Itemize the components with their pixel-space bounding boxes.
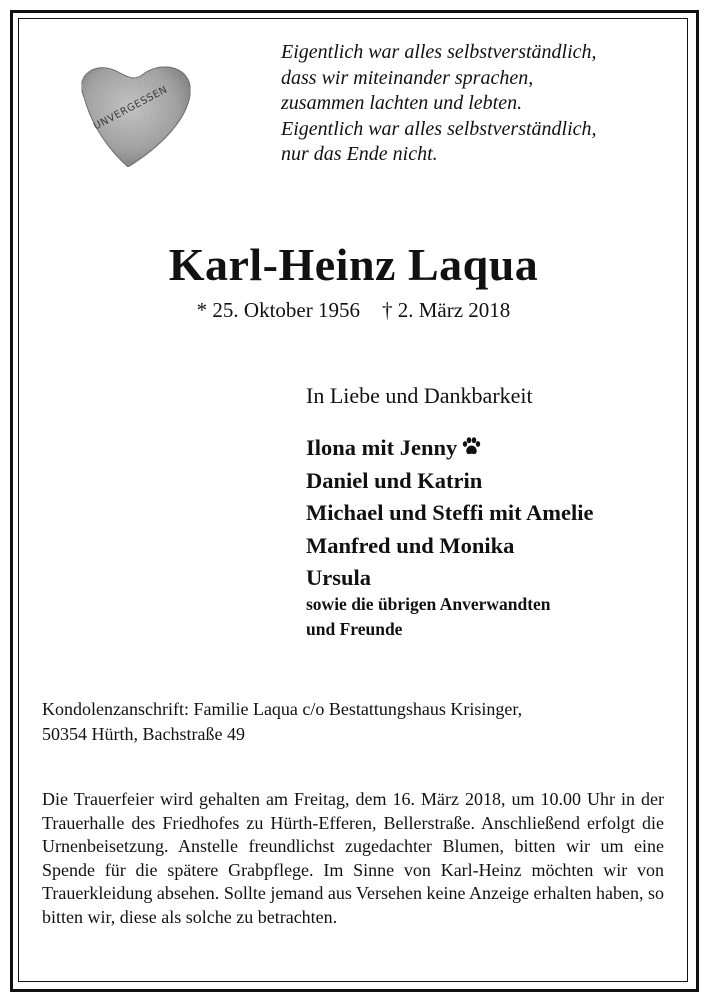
family-list xyxy=(306,432,593,595)
address-line: 50354 Hürth, Bachstraße 49 xyxy=(42,724,245,744)
family-member: Manfred und Monika xyxy=(306,532,515,558)
heart-stone-image xyxy=(70,55,194,173)
birth-date: * 25. Oktober 1956 xyxy=(196,298,360,322)
death-date: † 2. März 2018 xyxy=(382,298,511,322)
poem-line: nur das Ende nicht. xyxy=(281,143,438,165)
ceremony-text: Die Trauerfeier wird gehalten am Freitag, dem 16. März 2018, um 10.00 Uhr in der Trauerhalle des Friedhofes zu Hürth-Efferen, Bellerstraße. Anschließend erfolgt die Urnenbeisetzung. Anstelle freundlichst zugedachter Blumen, bitten wir um eine Spende für die spätere Grabpflege. Im Sinne von Karl-Heinz möchten wir von Trauerkleidung absehen. Sollte jemand aus Versehen keine Anzeige erhalten haben, so bitten wir, diese als solche zu betrachten. xyxy=(42,789,664,927)
other-relatives xyxy=(306,592,551,642)
poem-line: dass wir miteinander sprachen, xyxy=(281,66,534,89)
address-line: Kondolenzanschrift: Familie Laqua c/o Bestattungshaus Krisinger, xyxy=(42,699,523,719)
poem xyxy=(281,40,681,168)
other-relatives-line: und Freunde xyxy=(306,619,403,639)
poem-line: Eigentlich war alles selbstverständlich, xyxy=(281,41,597,63)
life-dates xyxy=(0,296,707,324)
poem-line: Eigentlich war alles selbstverständlich, xyxy=(281,117,597,140)
family-member: Daniel und Katrin xyxy=(306,467,483,493)
family-member: Ursula xyxy=(306,565,372,590)
condolence-address xyxy=(42,697,522,747)
family-member: Ilona mit Jenny xyxy=(306,432,593,465)
paw-print-icon xyxy=(461,437,481,456)
poem-line: zusammen lachten und lebten. xyxy=(281,92,523,114)
mourners-intro: In Liebe und Dankbarkeit xyxy=(306,383,533,408)
family-member: Michael und Steffi mit Amelie xyxy=(306,500,594,525)
deceased-name: Karl-Heinz Laqua xyxy=(168,239,539,290)
heart-stone-text: UNVERGESSEN xyxy=(91,84,170,133)
other-relatives-line: sowie die übrigen Anverwandten xyxy=(306,594,551,614)
